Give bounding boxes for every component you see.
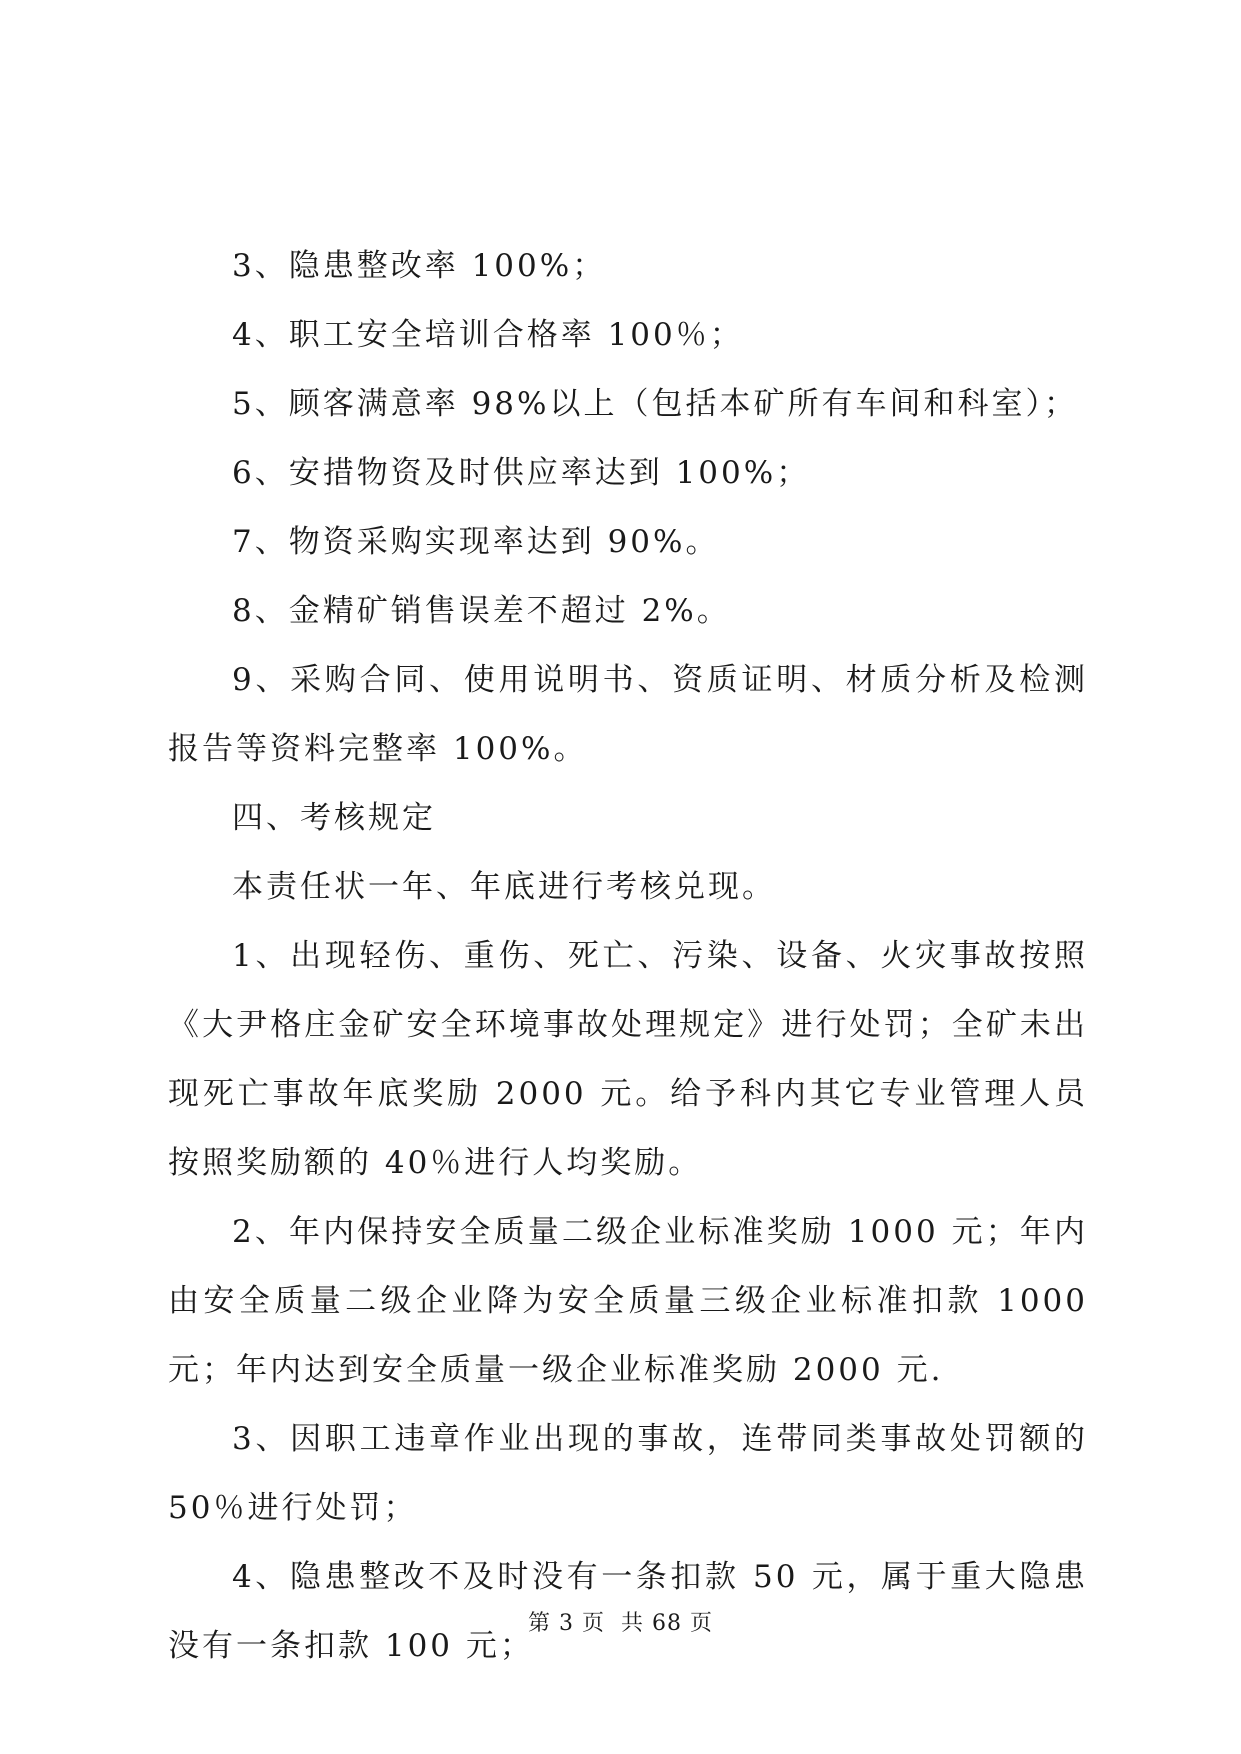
page-number: 第 3 页: [528, 1611, 605, 1636]
document-body: [168, 232, 1088, 1681]
paragraph-rule-2: 2、年内保持安全质量二级企业标准奖励 1000 元；年内由安全质量二级企业降为安全质量三级企业标准扣款 1000 元；年内达到安全质量一级企业标准奖励 2000 元.: [168, 1214, 1088, 1388]
paragraph-target-3: 3、隐患整改率 100%；: [232, 248, 607, 284]
page-total: 共 68 页: [621, 1611, 713, 1636]
paragraph-target-6: 6、安措物资及时供应率达到 100%；: [232, 455, 811, 491]
paragraph-rule-1: 1、出现轻伤、重伤、死亡、污染、设备、火灾事故按照《大尹格庄金矿安全环境事故处理规定》进行处罚；全矿未出现死亡事故年底奖励 2000 元。给予科内其它专业管理人员按照奖励额的 40％进行人均奖励。: [168, 938, 1088, 1181]
section-heading-assessment: 四、考核规定: [232, 800, 436, 836]
paragraph-target-4: 4、职工安全培训合格率 100％；: [232, 317, 744, 353]
page-footer: [0, 1606, 1241, 1637]
paragraph-target-9: 9、采购合同、使用说明书、资质证明、材质分析及检测报告等资料完整率 100%。: [168, 662, 1088, 767]
paragraph-rule-3: 3、因职工违章作业出现的事故，连带同类事故处罚额的 50％进行处罚；: [168, 1421, 1088, 1526]
paragraph-assessment-intro: 本责任状一年、年底进行考核兑现。: [232, 869, 776, 905]
paragraph-target-5: 5、顾客满意率 98%以上（包括本矿所有车间和科室）；: [232, 386, 1078, 422]
paragraph-rule-4: 4、隐患整改不及时没有一条扣款 50 元，属于重大隐患没有一条扣款 100 元；: [168, 1559, 1088, 1664]
paragraph-target-7: 7、物资采购实现率达到 90%。: [232, 524, 720, 560]
paragraph-target-8: 8、金精矿销售误差不超过 2%。: [232, 593, 731, 629]
